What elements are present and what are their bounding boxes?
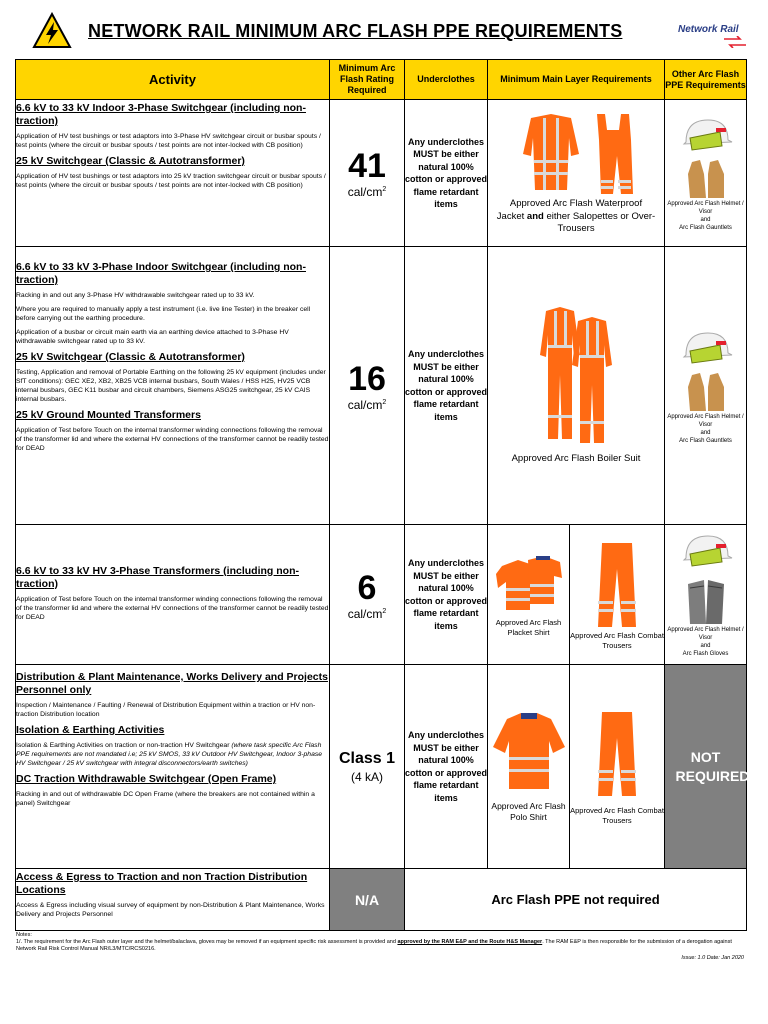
notes-text: 1/. The requirement for the Arc Flash outer layer and the helmet/balaclava, gloves may be removed if an equipment specific risk assessment is provided and approved by the RAM E&P and the Route H&S Manager. The RAM E&P is then responsible for the submission of a derogation against Network Rail Risk Control Manual NR/L3/MTC/RCS0216. xyxy=(16,939,732,952)
rating-unit: cal/$cm^2$ xyxy=(347,606,387,621)
other-ppe-cell xyxy=(665,247,747,525)
main-layer-caption: Approved Arc Flash Combat Trousers xyxy=(570,630,664,650)
activity-heading: 6.6 kV to 33 kV Indoor 3-Phase Switchgear (including non-traction) xyxy=(16,102,306,127)
logo-arrows-icon xyxy=(724,36,746,48)
activity-text: Racking in and out of withdrawable DC Open Frame (where the breakers are not contained within a panel) Switchgear xyxy=(16,791,315,807)
other-ppe-caption: Approved Arc Flash Helmet / Visor and Arc Flash Gauntlets xyxy=(667,201,744,231)
rating-value: 16 xyxy=(348,359,386,398)
helmet-and-gauntlets-icon xyxy=(676,114,736,200)
table-row xyxy=(16,247,747,525)
notes xyxy=(16,932,746,953)
main-layer-caption: Approved Arc Flash Placket Shirt xyxy=(495,617,562,637)
main-layer-left-cell xyxy=(488,665,570,869)
main-layer-cell xyxy=(488,100,665,247)
notes-label: Notes: xyxy=(16,932,32,938)
activity-text: Application of HV test bushings or test adaptors into 25 kV traction switchgear circuit or busbar spouts / test points (where the circuit or busbar spouts / test points are not inter-locked with CB position) xyxy=(16,173,326,189)
main-layer-caption: Approved Arc Flash Polo Shirt xyxy=(491,800,566,822)
underclothes-cell: Any underclothes MUST be either natural 100% cotton or approved flame retardant items xyxy=(405,525,488,665)
activity-text: Application of a busbar or circuit main earth via an earthing device attached to 3-Phase HV withdrawable switchgear rated up to 33 kV. xyxy=(16,329,289,345)
underclothes-cell: Any underclothes MUST be either natural 100% cotton or approved flame retardant items xyxy=(405,247,488,525)
table-row xyxy=(16,525,747,665)
col-main-layer: Minimum Main Layer Requirements xyxy=(488,60,665,100)
issue-date: Issue: 1.0 Date: Jan 2020 xyxy=(681,955,744,961)
rating-value: Class 1 xyxy=(338,749,396,767)
activity-cell xyxy=(16,525,330,665)
other-ppe-cell xyxy=(665,525,747,665)
table-row xyxy=(16,869,747,931)
activity-heading: 25 kV Switchgear (Classic & Autotransformer) xyxy=(16,351,245,363)
table-row xyxy=(16,665,747,869)
not-required-text: NOT REQUIRED xyxy=(675,748,750,784)
main-layer-right-cell xyxy=(570,525,665,665)
table-header-row xyxy=(16,60,747,100)
rating-cell xyxy=(330,525,405,665)
activity-text: Isolation & Earthing Activities on traction or non-traction HV Switchgear (where task specific Arc Flash PPE requirements are not mandated i.e; 25 kV SMOS, 33 kV Outdoor HV Switchgear, Indoor 3-phase HV Switchgear / 25 kV switchgear with integral disconnectors/earth switches) xyxy=(16,742,323,767)
activity-text: Application of HV test bushings or test adaptors into 3-Phase HV switchgear circuit or busbar spouts / test points (where the circuit or busbar spouts / test points are not inter-locked with CB position) xyxy=(16,133,321,149)
activity-text: Access & Egress including visual survey of equipment by non-Distribution & Plant Maintenance, Works Delivery and Projects Personnel xyxy=(16,902,325,918)
activity-heading: 6.6 kV to 33 kV HV 3-Phase Transformers (including non-traction) xyxy=(16,564,299,590)
other-ppe-cell xyxy=(665,100,747,247)
boiler-suit-icon xyxy=(526,305,626,445)
activity-text: Application of Test before Touch on the internal transformer winding connections following the removal of the transformer lid and where the external HV connections of the transformer cannot be readily tested for DEAD xyxy=(16,427,329,452)
activity-cell xyxy=(16,665,330,869)
combat-trousers-icon xyxy=(592,539,642,631)
placket-shirt-icon xyxy=(494,552,564,612)
underclothes-cell: Any underclothes MUST be either natural 100% cotton or approved flame retardant items xyxy=(405,665,488,869)
col-activity: Activity xyxy=(16,60,330,100)
activity-cell xyxy=(16,100,330,247)
main-layer-caption: Approved Arc Flash Boiler Suit xyxy=(511,453,641,465)
not-required-cell xyxy=(665,665,750,869)
rating-value: 41 xyxy=(348,147,386,185)
activity-text: Application of Test before Touch on the internal transformer winding connections following the removal of the transformer lid and where the external HV connections of the transformer cannot be readily tested for DEAD xyxy=(16,595,329,621)
main-layer-left-cell xyxy=(488,525,570,665)
rating-cell xyxy=(330,100,405,247)
activity-cell xyxy=(16,869,330,931)
other-ppe-caption: Approved Arc Flash Helmet / Visor and Arc Flash Gloves xyxy=(667,626,744,657)
page-header xyxy=(16,12,756,58)
rating-subtext: (4 kA) xyxy=(350,769,383,784)
underclothes-cell: Any underclothes MUST be either natural 100% cotton or approved flame retardant items xyxy=(405,100,488,247)
table-row xyxy=(16,100,747,247)
logo-text: Network Rail xyxy=(678,24,739,35)
activity-heading: Access & Egress to Traction and non Traction Distribution Locations xyxy=(16,871,308,896)
rating-unit: cal/$cm^2$ xyxy=(347,185,387,199)
main-layer-right-cell xyxy=(570,665,665,869)
polo-shirt-icon xyxy=(491,711,567,791)
col-rating: Minimum Arc Flash Rating Required xyxy=(330,60,405,100)
activity-heading: DC Traction Withdrawable Switchgear (Open Frame) xyxy=(16,773,277,785)
rating-cell xyxy=(330,665,405,869)
combat-trousers-icon xyxy=(592,708,642,800)
rating-unit: cal/$cm^2$ xyxy=(347,397,387,412)
helmet-and-gauntlets-icon xyxy=(676,327,736,413)
col-other-ppe: Other Arc Flash PPE Requirements xyxy=(665,60,747,100)
other-ppe-caption: Approved Arc Flash Helmet / Visor and Arc Flash Gauntlets xyxy=(667,413,744,444)
activity-text: Where you are required to manually apply a test instrument (i.e. live line Tester) in the breaker cell before carrying out the earthing procedure. xyxy=(16,306,311,322)
network-rail-logo xyxy=(678,22,748,50)
main-layer-caption: Approved Arc Flash Waterproof Jacket and either Salopettes or Over-Trousers xyxy=(496,198,656,235)
activity-heading: 6.6 kV to 33 kV 3-Phase Indoor Switchgear (including non-traction) xyxy=(16,261,306,286)
rating-na-cell: N/A xyxy=(330,869,405,931)
main-layer-caption: Approved Arc Flash Combat Trousers xyxy=(570,805,664,825)
activity-text: Testing, Application and removal of Portable Earthing on the following 25 kV equipment (includes under SfT conditions): GEC XE2, XB2, XB25 VCB internal busbars, South Wales / HSS H25, HV25 VCB internal busbars, GEC K11 busbar and circuit chambers, Siemens ASG25 switchgear, 25 kV CAIS internal busbars. xyxy=(16,369,326,403)
activity-text: Inspection / Maintenance / Faulting / Renewal of Distribution Equipment within a traction or HV non-traction Distribution location xyxy=(16,702,316,718)
helmet-and-gloves-icon xyxy=(676,532,736,626)
rating-value: 6 xyxy=(357,568,377,607)
activity-cell xyxy=(16,247,330,525)
ppe-not-required-cell: Arc Flash PPE not required xyxy=(405,869,747,931)
activity-heading: 25 kV Ground Mounted Transformers xyxy=(16,409,201,421)
activity-heading: Distribution & Plant Maintenance, Works Delivery and Projects Personnel only xyxy=(16,671,328,696)
rating-cell xyxy=(330,247,405,525)
main-layer-cell xyxy=(488,247,665,525)
col-underclothes: Underclothes xyxy=(405,60,488,100)
page-title: NETWORK RAIL MINIMUM ARC FLASH PPE REQUIREMENTS xyxy=(88,21,623,41)
activity-heading: Isolation & Earthing Activities xyxy=(16,724,165,736)
electrical-hazard-icon xyxy=(32,12,72,50)
activity-heading: 25 kV Switchgear (Classic & Autotransformer) xyxy=(16,155,245,167)
waterproof-jacket-and-salopettes-icon xyxy=(501,110,651,198)
ppe-requirements-table xyxy=(15,59,750,931)
activity-text: Racking in and out any 3-Phase HV withdrawable switchgear rated up to 33 kV. xyxy=(16,292,255,299)
